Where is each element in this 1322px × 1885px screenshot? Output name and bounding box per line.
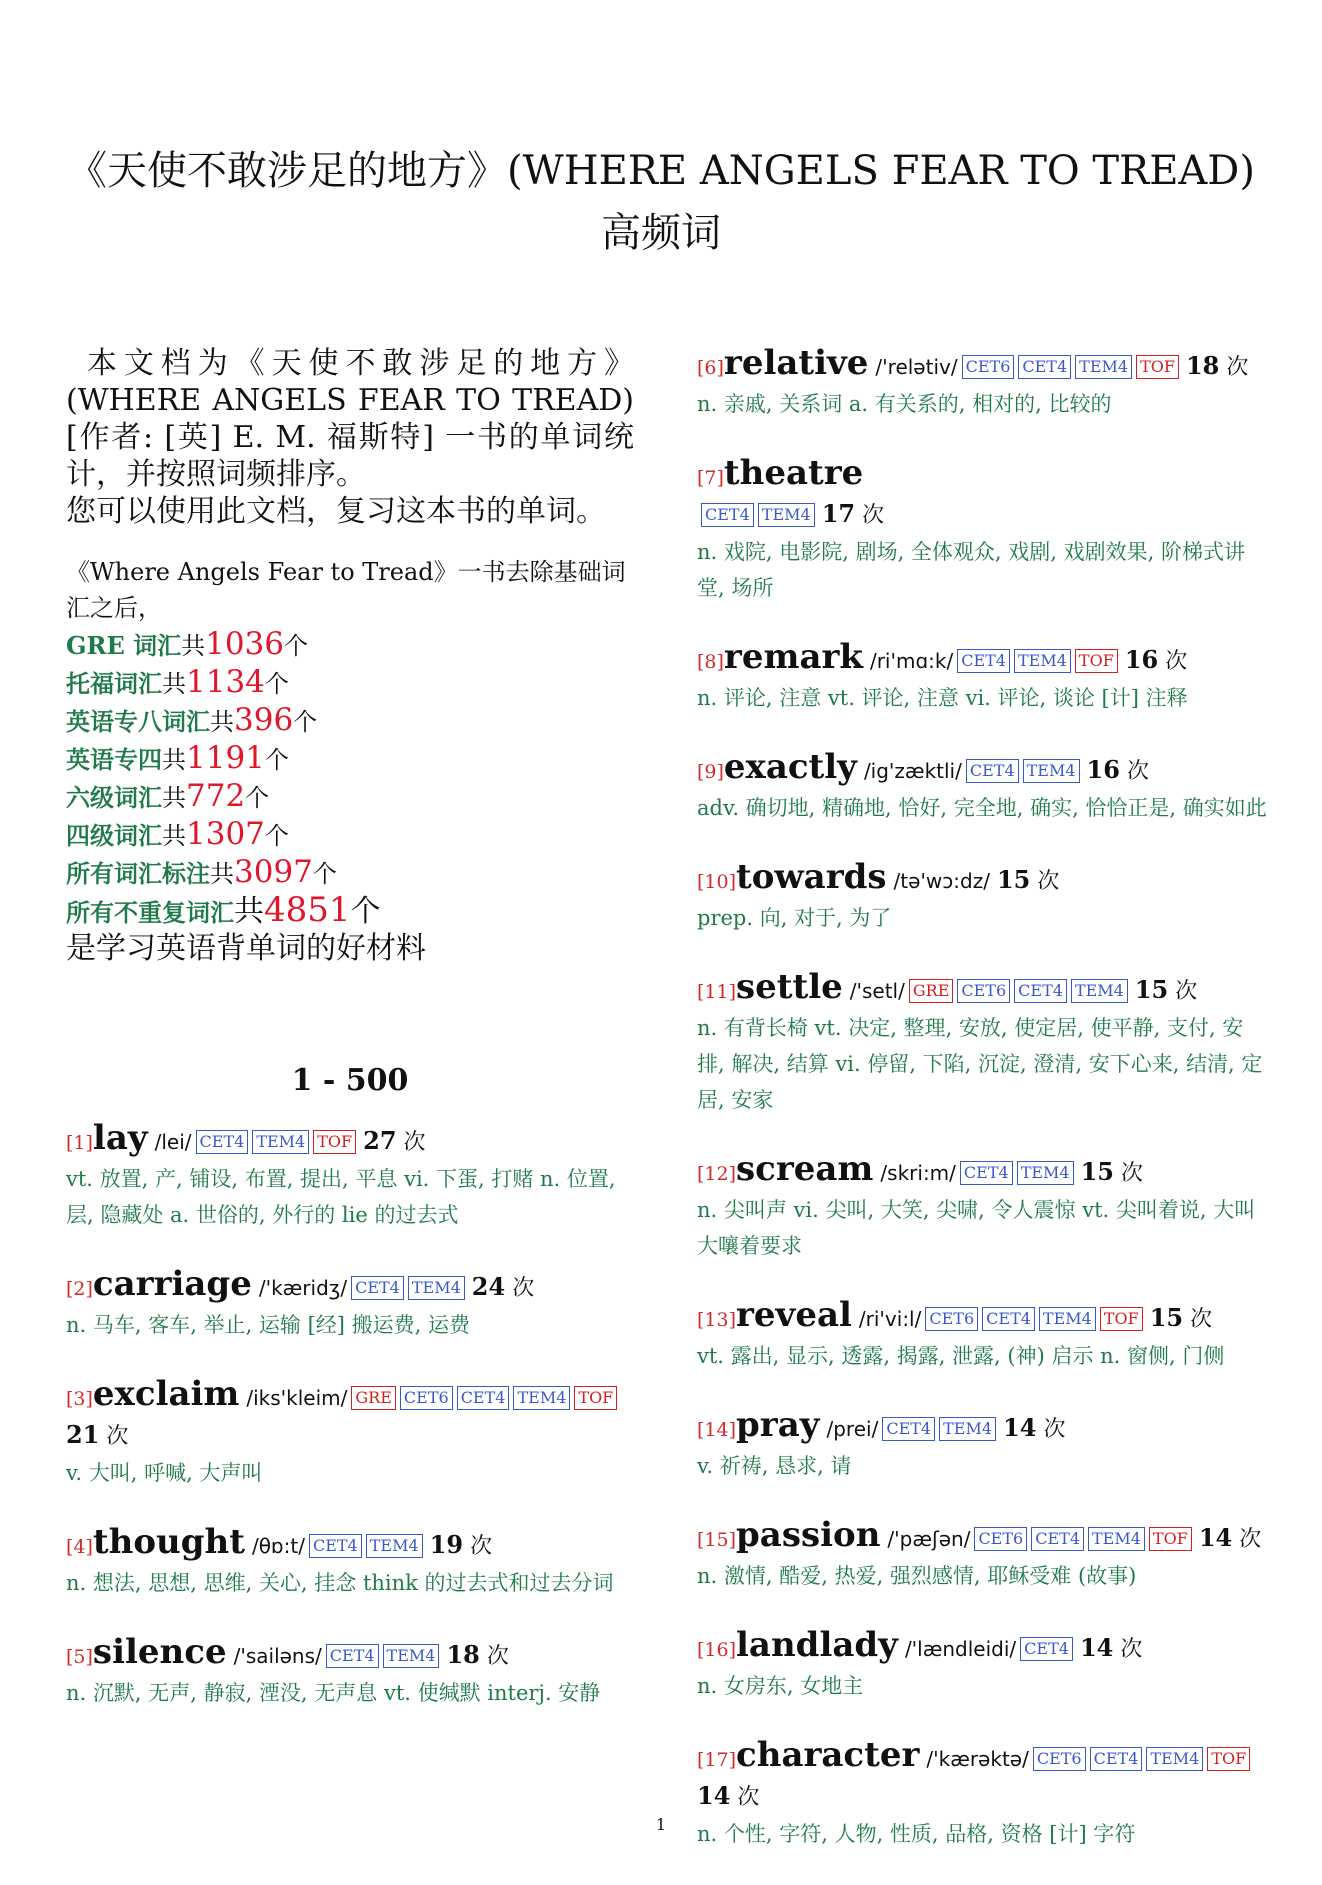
entry-index: [1]: [66, 1132, 93, 1154]
word-entry: [697, 639, 1267, 716]
intro-paragraph: [66, 345, 634, 530]
tag-badge: TEM4: [1075, 355, 1132, 379]
stat-line: [66, 816, 634, 854]
tag-badge: TEM4: [1023, 759, 1080, 783]
entry-phonetic: /iks'kleim/: [246, 1386, 348, 1410]
entry-word: theatre: [723, 453, 864, 493]
entry-word: scream: [736, 1149, 874, 1189]
entry-index: [15]: [697, 1529, 737, 1551]
stat-suffix: 共: [210, 708, 234, 736]
tag-badge: CET4: [1090, 1747, 1143, 1771]
entry-count-unit: 次: [470, 1534, 493, 1559]
entry-headline: [66, 1376, 634, 1455]
entry-word: exactly: [723, 747, 857, 787]
entry-word: carriage: [92, 1264, 252, 1304]
word-entry: [66, 1376, 634, 1491]
intro-paragraph-2: 您可以使用此文档，复习这本书的单词。: [66, 494, 606, 529]
entry-phonetic: /'setl/: [849, 979, 905, 1003]
entry-index: [17]: [697, 1749, 737, 1771]
stat-suffix: 共: [210, 860, 234, 888]
word-entry: [697, 1737, 1267, 1852]
entry-phonetic: /ri'mɑ:k/: [869, 649, 954, 673]
entry-definition: n. 有背长椅 vt. 决定, 整理, 安放, 使定居, 使平静, 支付, 安排, 解决, 结算 vi. 停留, 下陷, 沉淀, 澄清, 安下心来, 结清, 定居, 安家: [697, 1016, 1263, 1112]
word-entry: [66, 1634, 634, 1711]
stat-unit: 个: [284, 632, 308, 660]
entry-phonetic: /'pæʃən/: [887, 1527, 971, 1551]
stat-label: 六级词汇: [66, 783, 162, 812]
entry-definition: v. 祈祷, 恳求, 请: [697, 1454, 852, 1478]
entry-index: [4]: [66, 1536, 93, 1558]
stats-list: [66, 626, 634, 931]
word-entry: [697, 455, 1267, 606]
entry-count: 27: [363, 1126, 397, 1155]
word-entry: [697, 969, 1267, 1118]
entry-word: thought: [92, 1522, 245, 1562]
tag-badge: CET4: [882, 1417, 935, 1441]
stat-unit: 个: [264, 670, 289, 698]
entry-word: remark: [723, 637, 863, 677]
entry-phonetic: /lei/: [154, 1130, 192, 1154]
entry-headline: [697, 1297, 1267, 1338]
entry-count: 15: [1149, 1303, 1184, 1332]
tag-badge: CET6: [957, 979, 1010, 1003]
tag-badge: CET4: [1031, 1527, 1084, 1551]
tag-badge: CET6: [1033, 1747, 1086, 1771]
tag-badge: TEM4: [513, 1386, 570, 1410]
tag-badge: CET4: [1020, 1637, 1073, 1661]
entry-headline: [697, 1517, 1267, 1558]
stat-value: 1036: [205, 626, 284, 662]
entry-headline: [697, 639, 1267, 680]
entry-count: 19: [429, 1530, 464, 1559]
stat-unit: 个: [264, 822, 289, 850]
entry-index: [14]: [697, 1419, 737, 1441]
word-entry: [66, 1524, 634, 1601]
entry-word: landlady: [736, 1625, 898, 1665]
entry-count-unit: 次: [106, 1424, 129, 1449]
entry-count: 18: [1185, 351, 1220, 380]
entry-definition: adv. 确切地, 精确地, 恰好, 完全地, 确实, 恰恰正是, 确实如此: [697, 796, 1267, 820]
entry-count-unit: 次: [862, 503, 885, 528]
entry-count: 15: [996, 865, 1031, 894]
tag-badge: CET4: [309, 1534, 362, 1558]
word-entry: [697, 749, 1267, 826]
stat-value: 1134: [186, 664, 265, 700]
stat-label: GRE 词汇: [66, 631, 182, 660]
entry-count-unit: 次: [1175, 979, 1198, 1004]
stat-value: 396: [234, 702, 294, 738]
entry-count-unit: 次: [1190, 1307, 1213, 1332]
entry-count: 21: [66, 1420, 100, 1449]
entry-count: 16: [1086, 755, 1120, 784]
entry-phonetic: /'lændleidi/: [904, 1637, 1017, 1661]
stat-line: [66, 778, 634, 816]
entry-headline: [697, 1627, 1267, 1668]
closing-line: 是学习英语背单词的好材料: [66, 931, 426, 966]
entry-index: [3]: [66, 1388, 93, 1410]
entry-index: [10]: [697, 871, 737, 893]
entries-left: [66, 1120, 634, 1711]
stat-value: 4851: [264, 890, 351, 930]
entry-word: exclaim: [92, 1374, 240, 1414]
entry-definition: vt. 露出, 显示, 透露, 揭露, 泄露, (神) 启示 n. 窗侧, 门侧: [697, 1344, 1225, 1368]
entry-definition: n. 戏院, 电影院, 剧场, 全体观众, 戏剧, 戏剧效果, 阶梯式讲堂, 场所: [697, 540, 1245, 600]
entry-count-unit: 次: [1043, 1417, 1066, 1442]
tag-badge: CET4: [982, 1307, 1035, 1331]
stat-unit: 个: [350, 894, 381, 929]
entry-definition: n. 激情, 酷爱, 热爱, 强烈感情, 耶稣受难 (故事): [697, 1564, 1137, 1588]
entry-headline: [66, 1266, 634, 1307]
stat-line: [66, 626, 634, 664]
tag-badge: CET6: [962, 355, 1015, 379]
entry-definition: n. 尖叫声 vi. 尖叫, 大笑, 尖啸, 令人震惊 vt. 尖叫着说, 大叫大嚷着要求: [697, 1198, 1256, 1258]
word-entry: [66, 1120, 634, 1233]
tag-badge: TOF: [313, 1130, 356, 1154]
entry-phonetic: /'kærəktə/: [926, 1747, 1029, 1771]
entry-word: towards: [736, 857, 887, 897]
entry-index: [9]: [697, 761, 724, 783]
entry-count-unit: 次: [1037, 869, 1060, 894]
entry-definition: v. 大叫, 呼喊, 大声叫: [66, 1461, 263, 1485]
entry-count: 14: [1003, 1413, 1037, 1442]
stats-intro: 《Where Angels Fear to Tread》一书去除基础词汇之后，: [66, 558, 626, 622]
stat-value: 1191: [186, 740, 265, 776]
entry-count: 14: [697, 1781, 731, 1810]
entry-headline: [66, 1524, 634, 1565]
tag-badge: TEM4: [366, 1534, 423, 1558]
tag-badge: TEM4: [1039, 1307, 1096, 1331]
stat-suffix: 共: [162, 784, 186, 812]
entry-phonetic: /'kæridʒ/: [258, 1276, 348, 1300]
entry-count-unit: 次: [737, 1785, 760, 1810]
entry-definition: prep. 向, 对于, 为了: [697, 906, 892, 930]
stat-value: 772: [186, 778, 246, 814]
tag-badge: CET4: [351, 1276, 404, 1300]
entry-index: [13]: [697, 1309, 737, 1331]
tag-badge: TOF: [1100, 1307, 1143, 1331]
tag-badge: CET4: [1018, 355, 1071, 379]
tag-badge: CET4: [326, 1644, 379, 1668]
entry-count: 15: [1134, 975, 1169, 1004]
entry-count-unit: 次: [1165, 649, 1188, 674]
stat-label: 托福词汇: [66, 669, 162, 698]
word-entry: [697, 1151, 1267, 1264]
word-entry: [66, 1266, 634, 1343]
entry-phonetic: /skri:m/: [880, 1161, 956, 1185]
entry-count: 15: [1080, 1157, 1115, 1186]
entry-word: character: [736, 1735, 920, 1775]
page-number: 1: [655, 1815, 667, 1834]
stat-suffix: 共: [162, 822, 186, 850]
entry-index: [12]: [697, 1163, 737, 1185]
stat-unit: 个: [264, 746, 289, 774]
entry-headline: [697, 859, 1267, 900]
tag-badge: CET6: [974, 1527, 1027, 1551]
entry-headline: [697, 455, 1267, 534]
stat-value: 3097: [234, 854, 313, 890]
entry-index: [11]: [697, 981, 737, 1003]
entry-definition: n. 马车, 客车, 举止, 运输 [经] 搬运费, 运费: [66, 1313, 471, 1337]
tag-badge: CET4: [960, 1161, 1013, 1185]
stat-line: [66, 740, 634, 778]
tag-badge: TEM4: [1088, 1527, 1145, 1551]
tag-badge: TEM4: [1071, 979, 1128, 1003]
entry-phonetic: /ri'vi:l/: [858, 1307, 922, 1331]
entry-count-unit: 次: [1121, 1161, 1144, 1186]
tag-badge: GRE: [351, 1386, 396, 1410]
entry-headline: [697, 969, 1267, 1010]
entry-phonetic: /prei/: [826, 1417, 879, 1441]
stat-unit: 个: [312, 860, 337, 888]
stat-unit: 个: [245, 784, 270, 812]
stat-label: 所有不重复词汇: [66, 898, 234, 927]
entry-phonetic: /'relətiv/: [875, 355, 958, 379]
tag-badge: TEM4: [1146, 1747, 1203, 1771]
entry-phonetic: /θɒ:t/: [251, 1534, 305, 1558]
tag-badge: TEM4: [408, 1276, 465, 1300]
entry-definition: vt. 放置, 产, 铺设, 布置, 提出, 平息 vi. 下蛋, 打赌 n. 位置, 层, 隐藏处 a. 世俗的, 外行的 lie 的过去式: [66, 1167, 616, 1227]
entry-index: [7]: [697, 467, 724, 489]
word-entry: [697, 859, 1267, 936]
entry-count: 18: [446, 1640, 480, 1669]
tag-badge: CET4: [957, 649, 1010, 673]
entry-definition: n. 想法, 思想, 思维, 关心, 挂念 think 的过去式和过去分词: [66, 1571, 614, 1595]
entry-definition: n. 沉默, 无声, 静寂, 湮没, 无声息 vt. 使缄默 interj. 安静: [66, 1681, 601, 1705]
stat-suffix: 共: [162, 746, 186, 774]
entry-phonetic: /tə'wɔ:dz/: [893, 869, 990, 893]
stat-label: 英语专四: [66, 745, 162, 774]
entry-index: [8]: [697, 651, 724, 673]
entry-count: 14: [1198, 1523, 1233, 1552]
entry-word: lay: [92, 1118, 148, 1158]
tag-badge: TEM4: [939, 1417, 996, 1441]
tag-badge: CET4: [966, 759, 1019, 783]
entry-definition: n. 亲戚, 关系词 a. 有关系的, 相对的, 比较的: [697, 392, 1112, 416]
stat-line: [66, 892, 634, 931]
entry-headline: [697, 1407, 1267, 1448]
entry-word: pray: [736, 1405, 820, 1445]
entry-headline: [66, 1634, 634, 1675]
entry-count: 16: [1124, 645, 1159, 674]
entry-definition: n. 女房东, 女地主: [697, 1674, 864, 1698]
intro-paragraph-1: 本文档为《天使不敢涉足的地方》(WHERE ANGELS FEAR TO TREAD)[作者: [英] E. M. 福斯特] 一书的单词统计，并按照词频排序。: [66, 346, 634, 492]
stat-value: 1307: [186, 816, 265, 852]
entry-definition: n. 评论, 注意 vt. 评论, 注意 vi. 评论, 谈论 [计] 注释: [697, 686, 1188, 710]
range-header: 1 - 500: [291, 1063, 409, 1098]
entry-phonetic: /'sailəns/: [233, 1644, 322, 1668]
entry-index: [16]: [697, 1639, 737, 1661]
stat-line: [66, 854, 634, 892]
entry-word: relative: [723, 343, 869, 383]
left-column: [66, 345, 634, 1744]
entry-word: reveal: [736, 1295, 852, 1335]
entry-count: 17: [821, 499, 856, 528]
entry-count-unit: 次: [1126, 759, 1149, 784]
word-entry: [697, 1517, 1267, 1594]
entry-definition: n. 个性, 字符, 人物, 性质, 品格, 资格 [计] 字符: [697, 1822, 1136, 1846]
stat-line: [66, 664, 634, 702]
entries-right: [697, 345, 1267, 1852]
tag-badge: CET4: [196, 1130, 249, 1154]
stat-unit: 个: [293, 708, 318, 736]
tag-badge: CET6: [400, 1386, 453, 1410]
tag-badge: TEM4: [252, 1130, 309, 1154]
entry-count-unit: 次: [1120, 1637, 1143, 1662]
entry-word: settle: [736, 967, 843, 1007]
tag-badge: TOF: [1075, 649, 1118, 673]
entry-headline: [697, 1737, 1267, 1816]
word-entry: [697, 1407, 1267, 1484]
entry-count: 24: [471, 1272, 506, 1301]
tag-badge: TOF: [1207, 1747, 1250, 1771]
entry-count-unit: 次: [512, 1276, 535, 1301]
stat-label: 所有词汇标注: [66, 859, 210, 888]
entry-headline: [697, 345, 1267, 386]
tag-badge: CET4: [701, 503, 754, 527]
tag-badge: CET4: [1014, 979, 1067, 1003]
tag-badge: TOF: [1136, 355, 1179, 379]
entry-count-unit: 次: [1226, 355, 1249, 380]
entry-count-unit: 次: [403, 1130, 426, 1155]
stat-line: [66, 702, 634, 740]
entry-index: [2]: [66, 1278, 93, 1300]
stat-suffix: 共: [162, 670, 186, 698]
stat-suffix: 共: [234, 894, 264, 929]
tag-badge: TOF: [574, 1386, 617, 1410]
entry-headline: [697, 1151, 1267, 1192]
tag-badge: TEM4: [758, 503, 815, 527]
entry-word: silence: [92, 1632, 227, 1672]
tag-badge: TEM4: [383, 1644, 440, 1668]
entry-count: 14: [1079, 1633, 1114, 1662]
tag-badge: TEM4: [1014, 649, 1071, 673]
page-title: 《天使不敢涉足的地方》(WHERE ANGELS FEAR TO TREAD) 高频词: [67, 148, 1255, 256]
right-column: [697, 345, 1267, 1885]
entry-index: [6]: [697, 357, 724, 379]
entry-count-unit: 次: [1239, 1527, 1262, 1552]
entry-headline: [66, 1120, 634, 1161]
tag-badge: CET4: [457, 1386, 510, 1410]
entry-word: passion: [736, 1515, 881, 1555]
tag-badge: TEM4: [1017, 1161, 1074, 1185]
entry-phonetic: /ig'zæktli/: [863, 759, 962, 783]
word-entry: [697, 345, 1267, 422]
stat-suffix: 共: [181, 632, 206, 660]
tag-badge: CET6: [925, 1307, 978, 1331]
tag-badge: TOF: [1149, 1527, 1192, 1551]
word-entry: [697, 1627, 1267, 1704]
word-entry: [697, 1297, 1267, 1374]
stat-label: 英语专八词汇: [66, 707, 210, 736]
entry-headline: [697, 749, 1267, 790]
entry-index: [5]: [66, 1646, 93, 1668]
entry-count-unit: 次: [486, 1644, 509, 1669]
stat-label: 四级词汇: [66, 821, 162, 850]
tag-badge: GRE: [909, 979, 954, 1003]
